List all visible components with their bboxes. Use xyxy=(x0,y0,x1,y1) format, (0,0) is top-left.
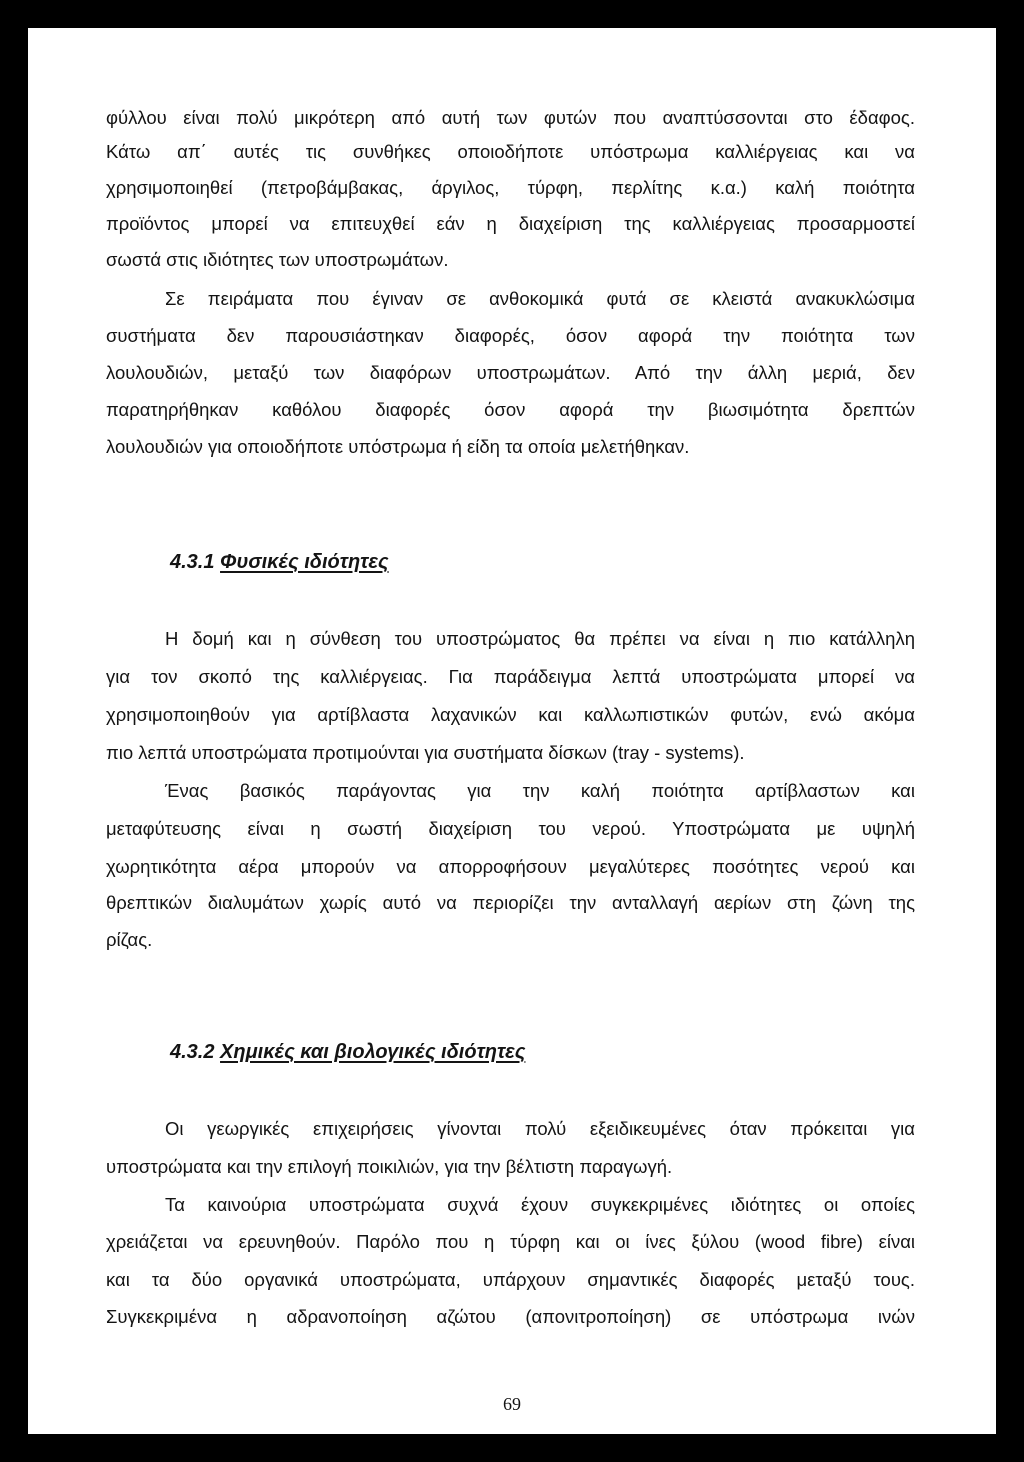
section-title: Φυσικές ιδιότητες xyxy=(220,551,389,573)
paragraph-line: Η δομή και η σύνθεση του υποστρώματος θα πρέπει να είναι η πιο κατάλληλη xyxy=(165,628,915,649)
section-number: 4.3.1 xyxy=(170,551,221,573)
section-heading xyxy=(170,550,389,574)
section-heading xyxy=(170,1040,525,1064)
document-page xyxy=(28,28,996,1434)
paragraph-line: χωρητικότητα αέρα μπορούν να απορροφήσουν μεγαλύτερες ποσότητες νερού και xyxy=(106,856,915,877)
paragraph-line: Κάτω απ΄ αυτές τις συνθήκες οποιοδήποτε υπόστρωμα καλλιέργειας και να xyxy=(106,141,915,162)
paragraph-line: για τον σκοπό της καλλιέργειας. Για παράδειγμα λεπτά υποστρώματα μπορεί να xyxy=(106,666,915,687)
paragraph-line: παρατηρήθηκαν καθόλου διαφορές όσον αφορά την βιωσιμότητα δρεπτών xyxy=(106,399,915,420)
paragraph-line: Συγκεκριμένα η αδρανοποίηση αζώτου (απονιτροποίηση) σε υπόστρωμα ινών xyxy=(106,1306,915,1327)
paragraph-line: Οι γεωργικές επιχειρήσεις γίνονται πολύ εξειδικευμένες όταν πρόκειται για xyxy=(165,1118,915,1139)
paragraph-line: προϊόντος μπορεί να επιτευχθεί εάν η διαχείριση της καλλιέργειας προσαρμοστεί xyxy=(106,213,915,234)
paragraph-line: πιο λεπτά υποστρώματα προτιμούνται για συστήματα δίσκων (tray - systems). xyxy=(106,742,745,763)
paragraph-line: και τα δύο οργανικά υποστρώματα, υπάρχουν σημαντικές διαφορές μεταξύ τους. xyxy=(106,1269,915,1290)
section-number: 4.3.2 xyxy=(170,1041,221,1063)
paragraph-line: υποστρώματα και την επιλογή ποικιλιών, για την βέλτιστη παραγωγή. xyxy=(106,1156,673,1177)
paragraph-line: Τα καινούρια υποστρώματα συχνά έχουν συγκεκριμένες ιδιότητες οι οποίες xyxy=(165,1194,915,1215)
paragraph-line: χρησιμοποιηθεί (πετροβάμβακας, άργιλος, τύρφη, περλίτης κ.α.) καλή ποιότητα xyxy=(106,177,915,198)
page-number: 69 xyxy=(503,1394,521,1414)
paragraph-line: ρίζας. xyxy=(106,929,153,950)
paragraph-line: θρεπτικών διαλυμάτων χωρίς αυτό να περιορίζει την ανταλλαγή αερίων στη ζώνη της xyxy=(106,892,915,913)
paragraph-line: χρειάζεται να ερευνηθούν. Παρόλο που η τύρφη και οι ίνες ξύλου (wood fibre) είναι xyxy=(106,1231,915,1252)
paragraph-line: λουλουδιών για οποιοδήποτε υπόστρωμα ή είδη τα οποία μελετήθηκαν. xyxy=(106,436,690,457)
paragraph-line: Ένας βασικός παράγοντας για την καλή ποιότητα αρτίβλαστων και xyxy=(165,780,915,801)
paragraph-line: χρησιμοποιηθούν για αρτίβλαστα λαχανικών και καλλωπιστικών φυτών, ενώ ακόμα xyxy=(106,704,915,725)
paragraph-line: λουλουδιών, μεταξύ των διαφόρων υποστρωμάτων. Από την άλλη μεριά, δεν xyxy=(106,362,915,383)
paragraph-line: σωστά στις ιδιότητες των υποστρωμάτων. xyxy=(106,249,449,270)
paragraph-line: Σε πειράματα που έγιναν σε ανθοκομικά φυτά σε κλειστά ανακυκλώσιμα xyxy=(165,288,915,309)
section-title: Χημικές και βιολογικές ιδιότητες xyxy=(220,1041,526,1063)
paragraph-line: συστήματα δεν παρουσιάστηκαν διαφορές, όσον αφορά την ποιότητα των xyxy=(106,325,915,346)
paragraph-line: μεταφύτευσης είναι η σωστή διαχείριση του νερού. Υποστρώματα με υψηλή xyxy=(106,818,915,839)
paragraph-line: φύλλου είναι πολύ μικρότερη από αυτή των φυτών που αναπτύσσονται στο έδαφος. xyxy=(106,107,915,128)
